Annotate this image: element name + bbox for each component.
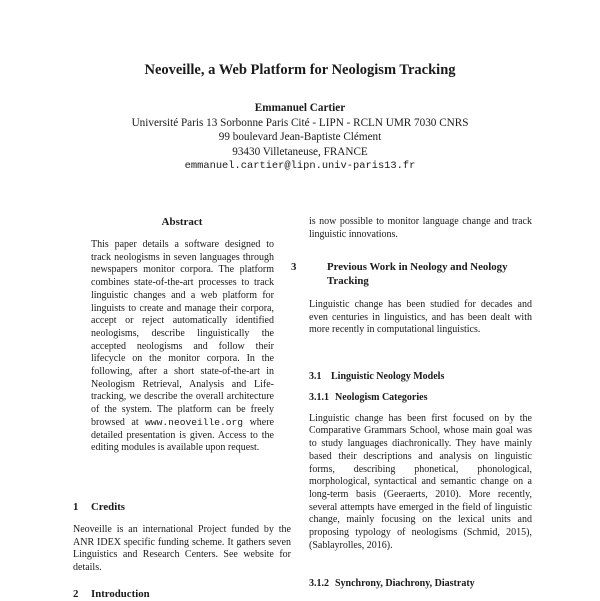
author-address-line2: 93430 Villetaneuse, FRANCE <box>232 145 368 158</box>
section-3-1-1-number: 3.1.1 <box>309 392 329 403</box>
section-3-1 <box>309 371 532 384</box>
abstract-body <box>91 239 274 455</box>
section-3-1-1-text: Linguistic change has been first focused on by the Comparative Grammars School, whose main goal was to study languages diachronically. They have mainly based their descriptions and analysis on linguistic forms, describing phonetical, phonological, morphological, syntactical and semantic change on a long-term basis (Geeraerts, 2010). More recently, several attempts have emerged in the field of linguistic change, mainly focusing on the lexical units and proposing typology of neologisms (Schmid, 2015),(Sablayrolles, 2016). <box>309 412 532 551</box>
introduction-number: 2 <box>73 588 79 600</box>
abstract-text-continued: where detailed presentation is given. Access to the editing modules is available upon request. <box>91 416 274 454</box>
section-3-1-2-number: 3.1.2 <box>309 578 329 589</box>
credits-number: 1 <box>73 501 79 513</box>
section-3-1-2 <box>309 578 532 591</box>
section-3-1-1-heading <box>309 392 532 405</box>
author-affiliation: Université Paris 13 Sorbonne Paris Cité - LIPN - RCLN UMR 7030 CNRS <box>131 116 469 129</box>
abstract-url-link[interactable]: www.neoveille.org <box>145 416 244 428</box>
section-3-1-2-title: Synchrony, Diachrony, Diastraty <box>335 578 475 589</box>
section-3-1-2-heading <box>309 578 532 591</box>
section-3-1-number: 3.1 <box>309 371 322 382</box>
section-3-1-1 <box>309 392 532 552</box>
author-name: Emmanuel Cartier <box>254 102 346 114</box>
paper-title: Neoveille, a Web Platform for Neologism Tracking <box>144 62 456 78</box>
section-3-heading <box>291 260 532 288</box>
section-3-1-heading <box>309 371 532 384</box>
section-3-number: 3 <box>291 261 297 273</box>
author-address-line1: 99 boulevard Jean-Baptiste Clément <box>218 131 382 143</box>
section-3-title: Previous Work in Neology and Neology Tracking <box>327 261 508 287</box>
credits-section <box>73 500 291 575</box>
credits-text: Neoveille is an international Project funded by the ANR IDEX specific funding scheme. It gathers seven Linguistics and Research Centers. See website for details. <box>73 524 291 574</box>
continuation-text: is now possible to monitor language change and track linguistic innovations. <box>309 216 532 240</box>
credits-title: Credits <box>91 501 125 513</box>
abstract-text: This paper details a software designed to track neologisms in seven languages through newspapers monitor corpora. The platform combines state-of-the-art processes to track linguistic changes and a web platform for linguists to create and manage their corpora, accept or reject automatically identified neologisms, describe linguistically the accepted neologisms and follow their lifecycle on the monitor corpora. In the following, after a short state-of-the-art in Neologism Retrieval, Analysis and Life-tracking, we describe the overall architecture of the system. The platform can be freely browsed at <box>91 239 274 428</box>
abstract-heading: Abstract <box>161 216 203 228</box>
section-3 <box>291 260 532 337</box>
introduction-heading <box>73 587 291 601</box>
right-column-continuation <box>309 216 532 241</box>
section-3-1-1-title: Neologism Categories <box>335 392 428 403</box>
introduction-title: Introduction <box>91 588 150 600</box>
section-3-1-title: Linguistic Neology Models <box>331 371 445 382</box>
author-block <box>0 101 600 174</box>
author-email[interactable]: emmanuel.cartier@lipn.univ-paris13.fr <box>184 160 416 172</box>
credits-heading <box>73 500 291 514</box>
introduction-section <box>73 587 291 601</box>
section-3-text: Linguistic change has been studied for decades and even centuries in linguistics, and has been dealt with more recently in computational linguistics. <box>309 299 532 336</box>
